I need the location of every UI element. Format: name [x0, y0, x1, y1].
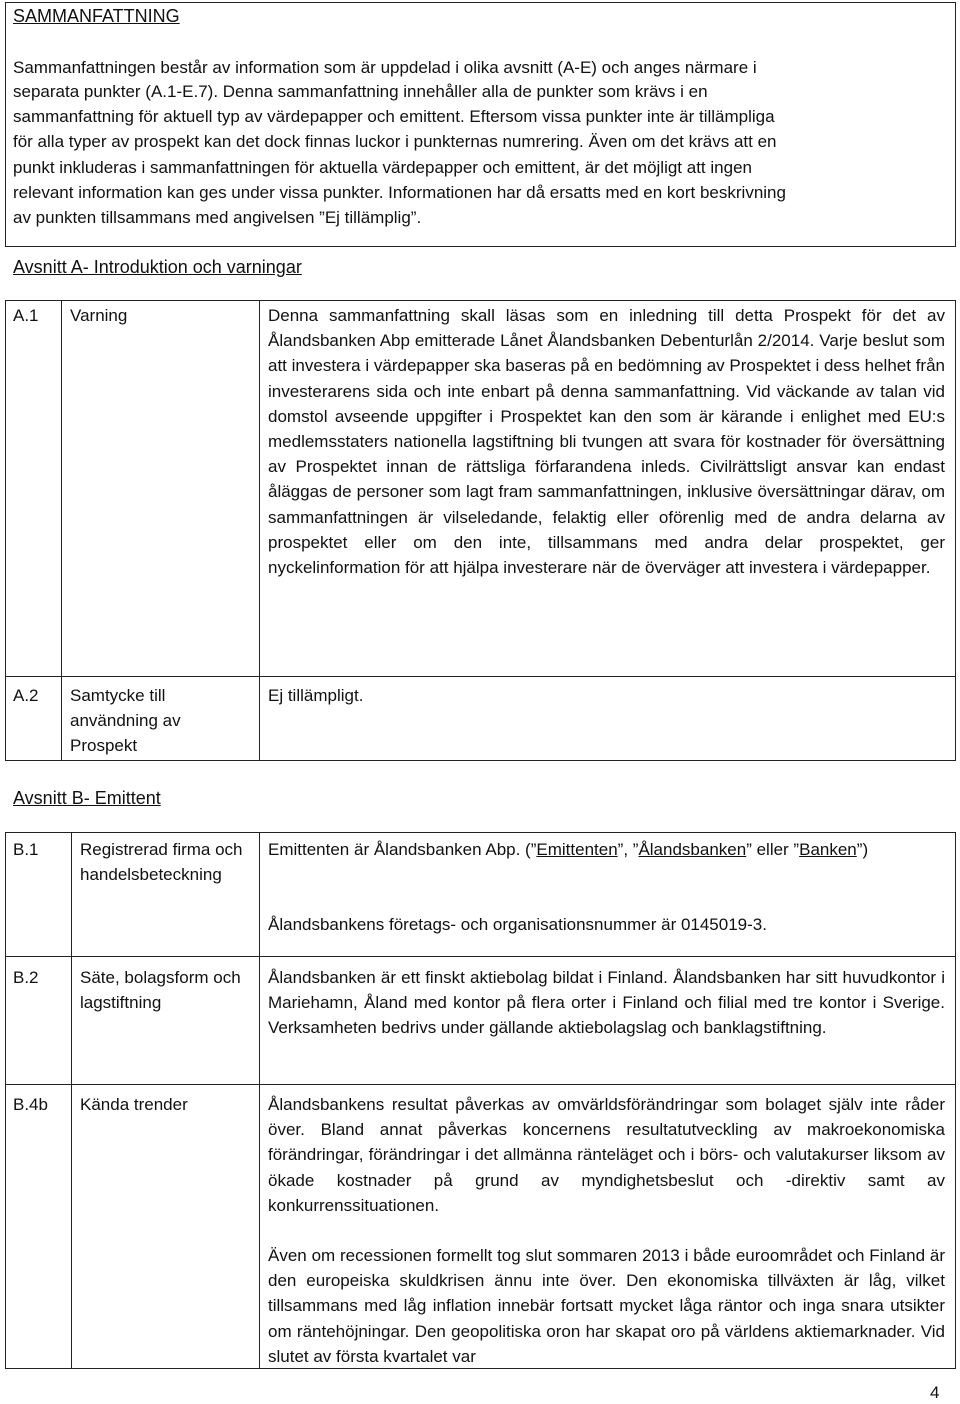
row-number: A.1 [13, 306, 39, 325]
row-text: Emittenten är Ålandsbanken Abp. (”Emittenten”, ”Ålandsbanken” eller ”Banken”) [268, 840, 869, 859]
row-number: A.2 [13, 686, 39, 705]
summary-title: SAMMANFATTNING [13, 6, 180, 26]
row-label: Registrerad firma och handelsbeteckning [80, 840, 243, 884]
row-number: B.4b [13, 1095, 48, 1114]
intro-line: för alla typer av prospekt kan det dock finnas luckor i punkternas numrering. Även om det krävs att en [13, 132, 777, 151]
row-text-2: Även om recessionen formellt tog slut sommaren 2013 i både euroområdet och Finland är den europeiska skuldkrisen ännu inte över. Den ekonomiska tillväxten är låg, vilket tillsammans med låg inflation innebär fortsatt mycket låga räntor och inga snara utsikter om räntehöjningar. Den geopolitiska oron har skapat oro på världens aktiemarknader. Vid slutet av första kvartalet var [268, 1246, 945, 1366]
row-text: Ålandsbanken är ett finskt aktiebolag bildat i Finland. Ålandsbanken har sitt huvudkontor i Mariehamn, Åland med kontor på flera orter i Finland och filial med tre kontor i Sverige. Verksamheten bedrivs under gällande aktiebolagslag och banklagstiftning. [268, 968, 945, 1038]
intro-line: sammanfattning för aktuell typ av värdepapper och emittent. Eftersom vissa punkter inte är tillämpliga [13, 107, 775, 126]
row-number: B.2 [13, 968, 39, 987]
intro-line: punkt inkluderas i sammanfattningen för aktuella värdepapper och emittent, är det möjligt att ingen [13, 158, 752, 177]
defined-term: Banken [799, 840, 857, 859]
section-a-heading: Avsnitt A- Introduktion och varningar [13, 257, 302, 277]
row-text: Ej tillämpligt. [268, 686, 364, 705]
section-b-heading: Avsnitt B- Emittent [13, 788, 161, 808]
row-label: Samtycke till användning av Prospekt [70, 686, 181, 755]
defined-term: Ålandsbanken [638, 840, 747, 859]
row-text-2: Ålandsbankens företags- och organisationsnummer är 0145019-3. [268, 915, 767, 934]
intro-line: separata punkter (A.1-E.7). Denna sammanfattning innehåller alla de punkter som krävs i en [13, 82, 708, 101]
row-text: Denna sammanfattning skall läsas som en inledning till detta Prospekt för det av Ålandsbanken Abp emitterade Lånet Ålandsbanken Debenturlån 2/2014. Varje beslut som att investera i värdepapper ska baseras på en bedömning av Prospektet i dess helhet från investerarens sida och inte enbart på denna sammanfattning. Vid väckande av talan vid domstol avseende uppgifter i Prospektet kan den som är kärande i enlighet med EU:s medlemsstaters nationella lagstiftning bli tvungen att svara för kostnader för översättning av Prospektet innan de rättsliga förfarandena inleds. Civilrättsligt ansvar kan endast åläggas de personer som lagt fram sammanfattningen, inklusive översättningar därav, om sammanfattningen är vilseledande, felaktig eller oförenlig med de andra delarna av prospektet eller om den inte, tillsammans med andra delar prospektet, ger nyckelinformation för att hjälpa investerare när de överväger att investera i värdepapper. [268, 306, 945, 578]
intro-line: relevant information kan ges under vissa punkter. Informationen har då ersatts med en kort beskrivning [13, 183, 786, 202]
row-label: Varning [70, 306, 128, 325]
row-number: B.1 [13, 840, 39, 859]
intro-line: Sammanfattningen består av information som är uppdelad i olika avsnitt (A-E) och anges närmare i [13, 58, 757, 77]
row-text: Ålandsbankens resultat påverkas av omvärldsförändringar som bolaget själv inte råder över. Bland annat påverkas koncernens resultatutveckling av makroekonomiska förändringar, förändringar i det allmänna ränteläget och i börs- och valutakurser liksom av ökade kostnader på grund av myndighetsbeslut och -direktiv samt av konkurrenssituationen. [268, 1095, 945, 1215]
page-number: 4 [930, 1383, 940, 1402]
intro-line: av punkten tillsammans med angivelsen ”Ej tillämplig”. [13, 208, 422, 227]
row-label: Kända trender [80, 1095, 188, 1114]
defined-term: Emittenten [536, 840, 618, 859]
row-label: Säte, bolagsform och lagstiftning [80, 968, 241, 1012]
